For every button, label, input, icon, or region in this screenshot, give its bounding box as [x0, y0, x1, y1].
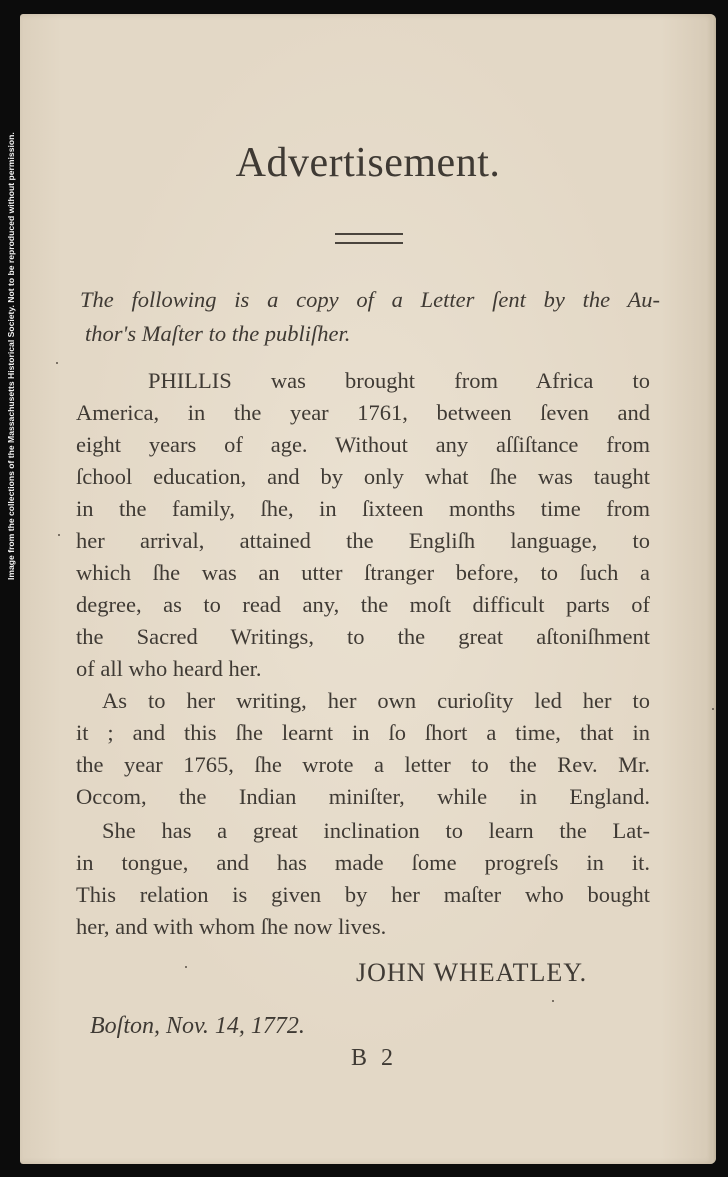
paper-speck [185, 966, 187, 968]
page-title: Advertisement. [235, 140, 501, 186]
body-line: her arrival, attained the Engliſh language, to [76, 528, 650, 553]
body-line: the year 1765, ſhe wrote a letter to the Rev. Mr. [76, 752, 650, 777]
body-line: the Sacred Writings, to the great aſtoniſhment [76, 624, 650, 649]
body-line: She has a great inclination to learn the Lat- [102, 818, 650, 843]
paper-speck [712, 708, 714, 710]
title-rule-bottom [335, 242, 403, 244]
body-line: it ; and this ſhe learnt in ſo ſhort a time, that in [76, 720, 650, 745]
intro-line: The following is a copy of a Letter ſent by the Au- [80, 287, 660, 312]
book-page [20, 14, 716, 1164]
body-line: eight years of age. Without any aſſiſtance from [76, 432, 650, 457]
body-line: PHILLIS was brought from Africa to [148, 368, 650, 393]
body-line: This relation is given by her maſter who bought [76, 882, 650, 907]
credit-line: Image from the collections of the Massachusetts Historical Society. Not to be reproduced without permission. [6, 132, 16, 580]
paper-speck [56, 362, 58, 364]
body-line: of all who heard her. [76, 656, 262, 681]
signature-mark: B 2 [351, 1045, 398, 1071]
body-line: America, in the year 1761, between ſeven and [76, 400, 650, 425]
intro-line: thor's Maſter to the publiſher. [85, 321, 351, 346]
body-line: degree, as to read any, the moſt difficult parts of [76, 592, 650, 617]
title-rule-top [335, 233, 403, 235]
body-line: her, and with whom ſhe now lives. [76, 914, 387, 939]
body-line: Occom, the Indian miniſter, while in England. [76, 784, 650, 809]
body-line: in the family, ſhe, in ſixteen months time from [76, 496, 650, 521]
dateline: Boſton, Nov. 14, 1772. [90, 1013, 305, 1039]
signature: JOHN WHEATLEY. [356, 958, 588, 987]
paper-speck [552, 1000, 554, 1002]
paper-speck [58, 534, 60, 536]
body-line: ſchool education, and by only what ſhe was taught [76, 464, 650, 489]
body-line: which ſhe was an utter ſtranger before, to ſuch a [76, 560, 650, 585]
body-line: As to her writing, her own curioſity led her to [102, 688, 650, 713]
body-line: in tongue, and has made ſome progreſs in it. [76, 850, 650, 875]
